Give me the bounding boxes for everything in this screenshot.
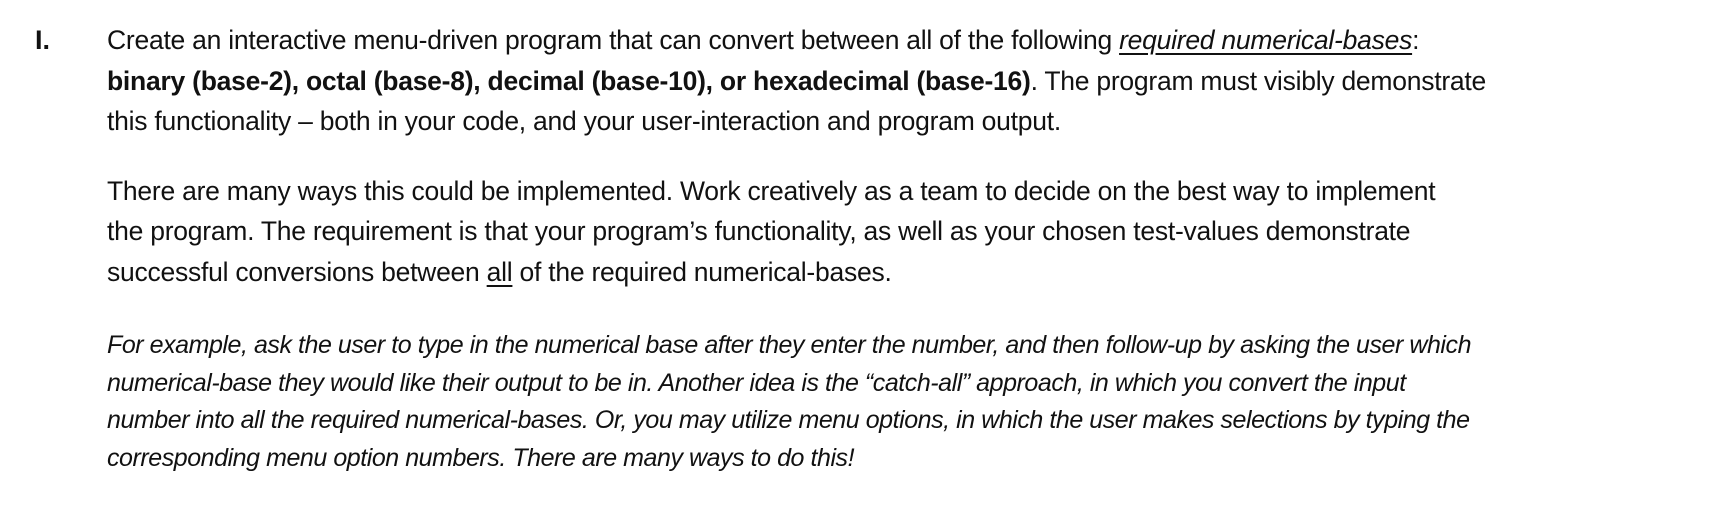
implementation-line-3-start: successful conversions between xyxy=(107,256,487,287)
requirement-line-1 xyxy=(107,20,1707,61)
item-content xyxy=(107,20,1707,477)
example-line-3: number into all the required numerical-bases. Or, you may utilize menu options, in which the user makes selections by typing the xyxy=(107,406,1470,434)
requirement-line-2-text: . The program must visibly demonstrate xyxy=(1030,65,1486,96)
requirement-paragraph xyxy=(107,20,1707,142)
requirement-line-2 xyxy=(107,61,1707,102)
example-line-1: For example, ask the user to type in the numerical base after they enter the number, and then follow-up by asking the user which xyxy=(107,331,1472,359)
implementation-line-1: There are many ways this could be implemented. Work creatively as a team to decide on the best way to implement xyxy=(107,175,1436,206)
bases-list: binary (base-2), octal (base-8), decimal (base-10), or hexadecimal (base-16) xyxy=(107,65,1031,96)
example-paragraph xyxy=(107,327,1707,477)
item-number: I. xyxy=(35,25,51,55)
implementation-line-3 xyxy=(107,252,1707,293)
implementation-paragraph xyxy=(107,171,1707,293)
example-line-4: corresponding menu option numbers. There are many ways to do this! xyxy=(107,443,855,472)
implementation-line-2: the program. The requirement is that your program’s functionality, as well as your chosen test-values demonstrate xyxy=(107,216,1411,246)
requirement-line-1-text: Create an interactive menu-driven program that can convert between all of the following xyxy=(107,25,1120,55)
required-bases-phrase: required numerical-bases xyxy=(1119,25,1413,55)
requirement-line-3: this functionality – both in your code, and your user-interaction and program output. xyxy=(107,106,1061,136)
all-emphasis: all xyxy=(486,256,513,287)
example-line-2: numerical-base they would like their output to be in. Another idea is the “catch-all” approach, in which you convert the input xyxy=(107,368,1406,397)
requirement-line-1-colon: : xyxy=(1412,25,1420,55)
implementation-line-3-end: of the required numerical-bases. xyxy=(512,256,892,287)
